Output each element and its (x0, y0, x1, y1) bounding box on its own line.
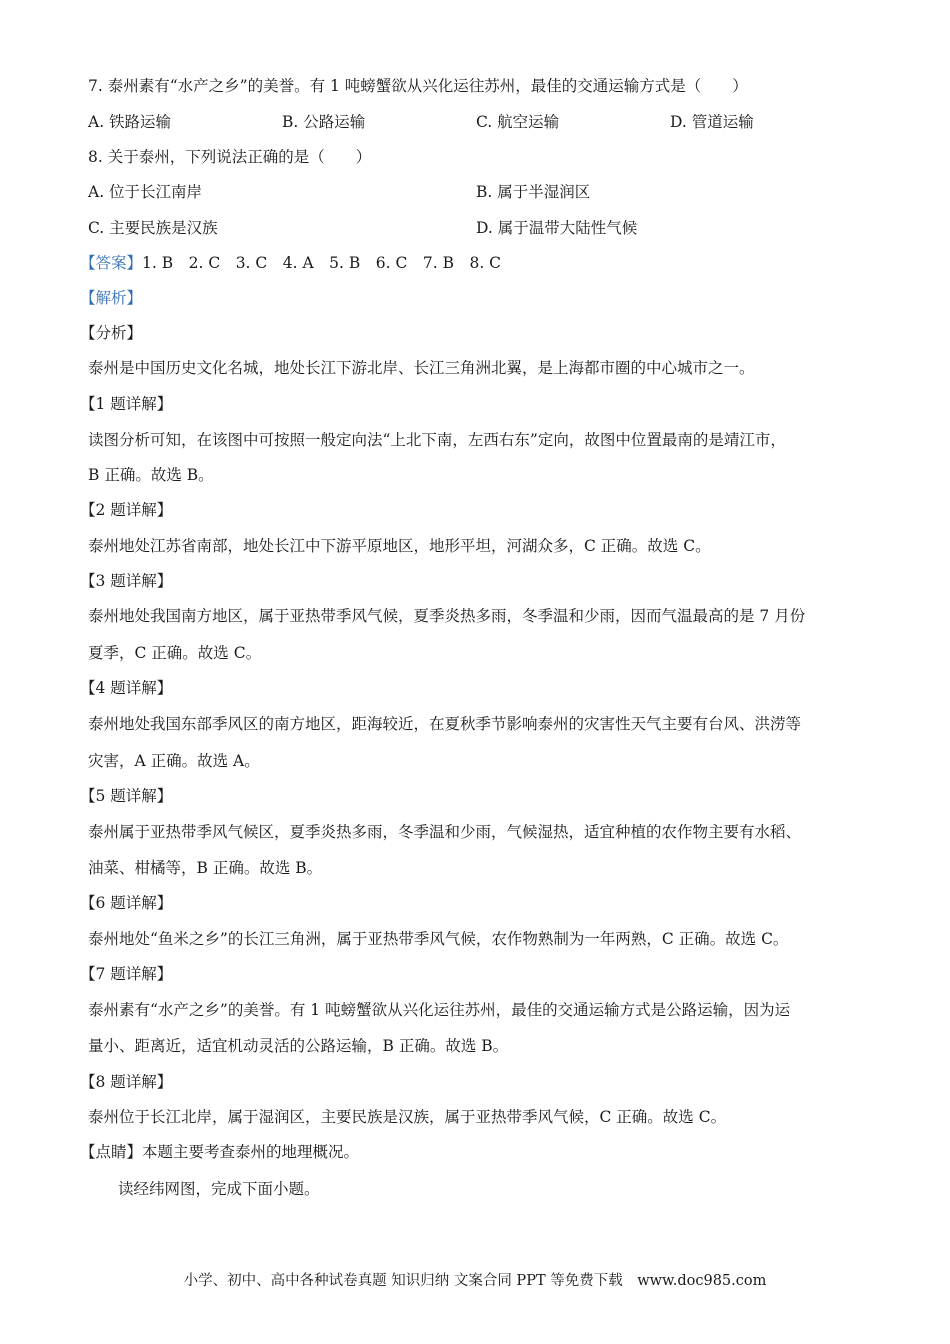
q8-option-d: D. 属于温带大陆性气候 (476, 219, 638, 237)
detail-5-label: 【5 题详解】 (80, 787, 173, 805)
detail-7-label: 【7 题详解】 (80, 965, 173, 983)
q7-option-b: B. 公路运输 (282, 113, 366, 131)
detail-3-line-1: 泰州地处我国南方地区，属于亚热带季风气候，夏季炎热多雨，冬季温和少雨，因而气温最高的是 7 月份 (88, 607, 806, 625)
detail-8-label: 【8 题详解】 (80, 1073, 173, 1091)
q7-option-d: D. 管道运输 (670, 113, 754, 131)
fenxi-text: 泰州是中国历史文化名城，地处长江下游北岸、长江三角洲北翼，是上海都市圈的中心城市之一。 (88, 359, 755, 377)
detail-4-line-1: 泰州地处我国东部季风区的南方地区，距海较近，在夏秋季节影响泰州的灾害性天气主要有台风、洪涝等 (88, 715, 802, 733)
analysis-label: 【解析】 (80, 289, 143, 307)
q8-option-b: B. 属于半湿润区 (476, 183, 591, 201)
q8-stem: 8. 关于泰州，下列说法正确的是（ ） (88, 148, 372, 166)
footer-text: 小学、初中、高中各种试卷真题 知识归纳 文案合同 PPT 等免费下载 www.doc985.com (183, 1273, 767, 1289)
detail-1-line-2: B 正确。故选 B。 (88, 466, 214, 484)
detail-3-line-2: 夏季，C 正确。故选 C。 (88, 644, 262, 662)
detail-8-line-1: 泰州位于长江北岸，属于湿润区，主要民族是汉族，属于亚热带季风气候，C 正确。故选 C。 (88, 1108, 727, 1126)
fenxi-label: 【分析】 (80, 324, 143, 342)
detail-5-line-2: 油菜、柑橘等，B 正确。故选 B。 (88, 859, 323, 877)
detail-2-label: 【2 题详解】 (80, 501, 173, 519)
q7-stem: 7. 泰州素有“水产之乡”的美誉。有 1 吨螃蟹欲从兴化运往苏州，最佳的交通运输方式是（ ） (88, 77, 748, 95)
detail-7-line-2: 量小、距离近，适宜机动灵活的公路运输，B 正确。故选 B。 (88, 1037, 509, 1055)
detail-6-label: 【6 题详解】 (80, 894, 173, 912)
detail-3-label: 【3 题详解】 (80, 572, 173, 590)
q7-option-c: C. 航空运输 (476, 113, 560, 131)
detail-1-line-1: 读图分析可知，在该图中可按照一般定向法“上北下南，左西右东”定向，故图中位置最南的是靖江市， (88, 431, 786, 449)
detail-2-line-1: 泰州地处江苏省南部，地处长江中下游平原地区，地形平坦，河湖众多，C 正确。故选 C。 (88, 537, 711, 555)
next-question-prompt: 读经纬网图，完成下面小题。 (118, 1180, 320, 1198)
answer-label: 【答案】 (80, 254, 143, 272)
dianjing-text: 本题主要考查泰州的地理概况。 (142, 1143, 360, 1161)
q7-option-a: A. 铁路运输 (88, 113, 172, 131)
detail-4-label: 【4 题详解】 (80, 679, 173, 697)
q8-option-c: C. 主要民族是汉族 (88, 219, 218, 237)
answer-text: 1. B 2. C 3. C 4. A 5. B 6. C 7. B 8. C (142, 254, 502, 272)
detail-5-line-1: 泰州属于亚热带季风气候区，夏季炎热多雨，冬季温和少雨，气候湿热，适宜种植的农作物主要有水稻、 (88, 823, 802, 841)
answer-line (80, 252, 501, 274)
detail-6-line-1: 泰州地处“鱼米之乡”的长江三角洲，属于亚热带季风气候，农作物熟制为一年两熟，C 正确。故选 C。 (88, 930, 789, 948)
detail-1-label: 【1 题详解】 (80, 395, 173, 413)
detail-7-line-1: 泰州素有“水产之乡”的美誉。有 1 吨螃蟹欲从兴化运往苏州，最佳的交通运输方式是公路运输，因为运 (88, 1001, 791, 1019)
dianjing-line (80, 1141, 359, 1163)
q8-option-a: A. 位于长江南岸 (88, 183, 203, 201)
detail-4-line-2: 灾害，A 正确。故选 A。 (88, 752, 260, 770)
dianjing-label: 【点睛】 (80, 1143, 143, 1161)
